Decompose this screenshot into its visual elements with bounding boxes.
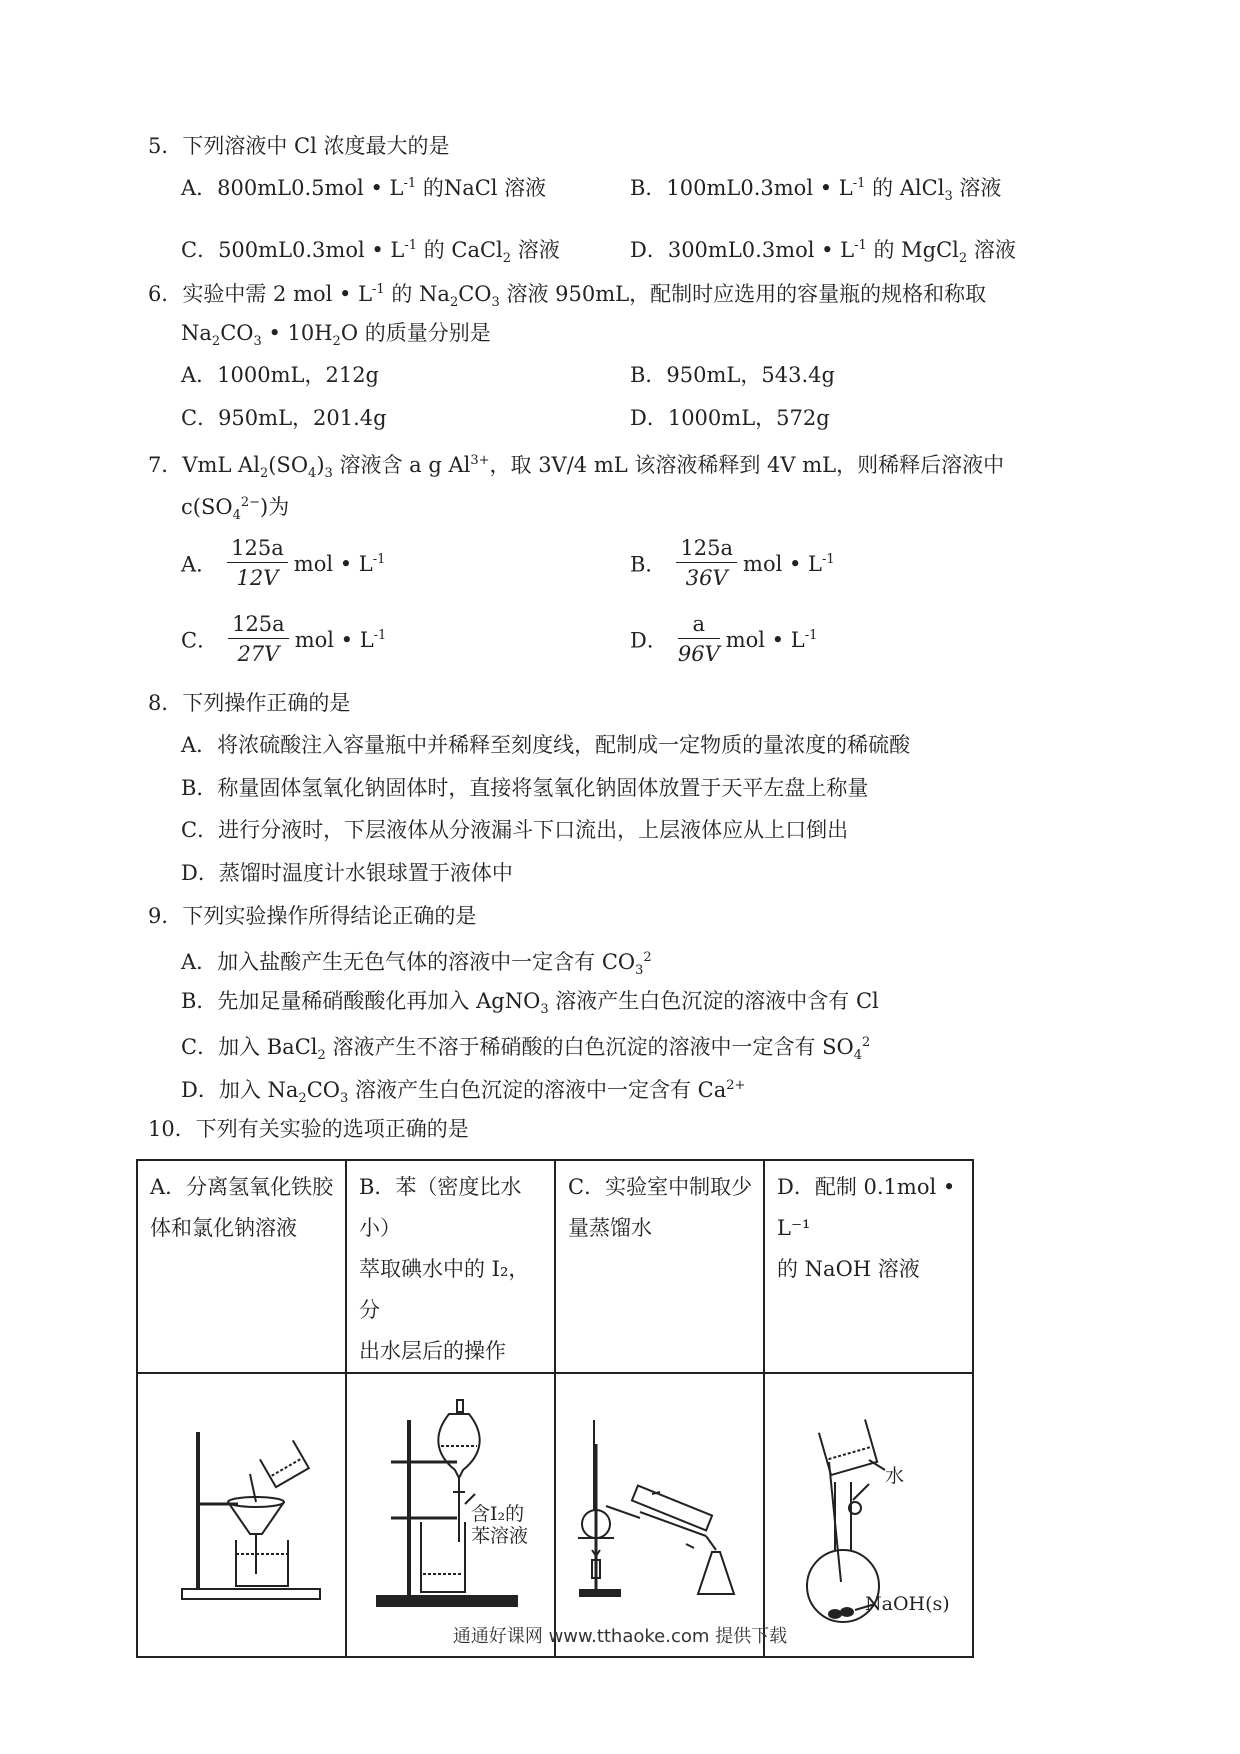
q5-option-d: D．300mL0.3mol • $L^{-1}$ 的 MgCl$_2$ 溶液 [630, 238, 1016, 267]
filtration-apparatus-figure [138, 1374, 346, 1656]
q5-option-a: A．800mL0.5mol • $L^{-1}$ 的NaCl 溶液 [181, 176, 547, 200]
q5-option-c: C．500mL0.3mol • $L^{-1}$ 的 CaCl$_2$ 溶液 [181, 238, 560, 267]
fraction: $\frac{125a}{12V}$ [227, 534, 288, 593]
fraction: $\frac{125a}{27V}$ [228, 610, 289, 669]
distillation-apparatus-figure [556, 1374, 764, 1656]
cell-c-text: C．实验室中制取少 量蒸馏水 [555, 1160, 764, 1373]
cell-b-figure [346, 1373, 555, 1657]
fraction: $\frac{125a}{36V}$ [676, 534, 737, 593]
q9-option-c: C．加入 BaCl$_2$ 溶液产生不溶于稀硝酸的白色沉淀的溶液中一定含有 $SO_4^2$ [181, 1035, 871, 1064]
benzene-label-line2: 苯溶液 [471, 1525, 529, 1547]
fraction: $\frac{a}{96V}$ [677, 612, 720, 666]
naoh-label: NaOH(s) [865, 1593, 950, 1615]
q6-option-c: C．950mL，201.4g [181, 406, 387, 430]
q10-stem: 10．下列有关实验的选项正确的是 [148, 1117, 469, 1141]
solution-preparation-figure [765, 1374, 973, 1656]
cell-c-figure [555, 1373, 764, 1657]
q6-stem-line2: $Na_2CO_3$ • $10H_2O$ 的质量分别是 [181, 321, 491, 350]
cell-a-text: A．分离氢氧化铁胶 体和氯化钠溶液 [137, 1160, 346, 1373]
page-footer: 通通好课网 www.tthaoke.com 提供下载 [452, 1626, 788, 1647]
q7-option-b: B． $\frac{125a}{36V}$ mol • $L^{-1}$ [630, 534, 835, 593]
q7-stem-line1: 7．VmL $Al_2(SO_4)_3$ 溶液含 a g $Al^{3+}$，取 3V/4 mL 该溶液稀释到 4V mL，则稀释后溶液中 [148, 453, 1005, 482]
q8-option-b: B．称量固体氢氧化钠固体时，直接将氢氧化钠固体放置于天平左盘上称量 [181, 776, 869, 800]
q8-option-c: C．进行分液时，下层液体从分液漏斗下口流出，上层液体应从上口倒出 [181, 818, 849, 842]
water-label: 水 [885, 1465, 905, 1487]
q9-option-a: A．加入盐酸产生无色气体的溶液中一定含有 $CO_3^2$ [181, 950, 652, 979]
cell-b-text: B．苯（密度比水小） 萃取碘水中的 I₂，分 出水层后的操作 [346, 1160, 555, 1373]
q6-option-a: A．1000mL，212g [181, 363, 379, 387]
cell-d-text: D．配制 0.1mol • L⁻¹ 的 NaOH 溶液 [764, 1160, 973, 1373]
q6-option-d: D．1000mL，572g [630, 406, 830, 430]
q9-option-b: B．先加足量稀硝酸酸化再加入 AgNO$_3$ 溶液产生白色沉淀的溶液中含有 Cl [181, 989, 879, 1018]
q5-option-b: B．100mL0.3mol • $L^{-1}$ 的 AlCl$_3$ 溶液 [630, 176, 1002, 205]
q8-option-a: A．将浓硫酸注入容量瓶中并稀释至刻度线，配制成一定物质的量浓度的稀硫酸 [181, 733, 911, 757]
q9-option-d: D．加入 $Na_2CO_3$ 溶液产生白色沉淀的溶液中一定含有 $Ca^{2+}$ [181, 1078, 746, 1107]
q7-option-d: D． $\frac{a}{96V}$ mol • $L^{-1}$ [630, 610, 817, 669]
experiment-table [136, 1159, 974, 1658]
q6-option-b: B．950mL，543.4g [630, 363, 835, 387]
cell-d-figure [764, 1373, 973, 1657]
cell-a-figure [137, 1373, 346, 1657]
q7-stem-line2: $c(SO_4^{2-})$为 [181, 495, 290, 524]
q8-stem: 8．下列操作正确的是 [148, 691, 351, 715]
q9-stem: 9．下列实验操作所得结论正确的是 [148, 904, 477, 928]
q5-stem: 5．下列溶液中 Cl 浓度最大的是 [148, 134, 450, 158]
q6-stem-line1: 6．实验中需 2 mol • $L^{-1}$ 的 $Na_2CO_3$ 溶液 950mL，配制时应选用的容量瓶的规格和称取 [148, 282, 987, 311]
q7-option-c: C． $\frac{125a}{27V}$ mol • $L^{-1}$ [181, 610, 386, 669]
separatory-funnel-figure [347, 1374, 555, 1656]
benzene-label-line1: 含I₂的 [471, 1503, 525, 1525]
q8-option-d: D．蒸馏时温度计水银球置于液体中 [181, 861, 513, 885]
q7-option-a: A． $\frac{125a}{12V}$ mol • $L^{-1}$ [181, 534, 385, 593]
